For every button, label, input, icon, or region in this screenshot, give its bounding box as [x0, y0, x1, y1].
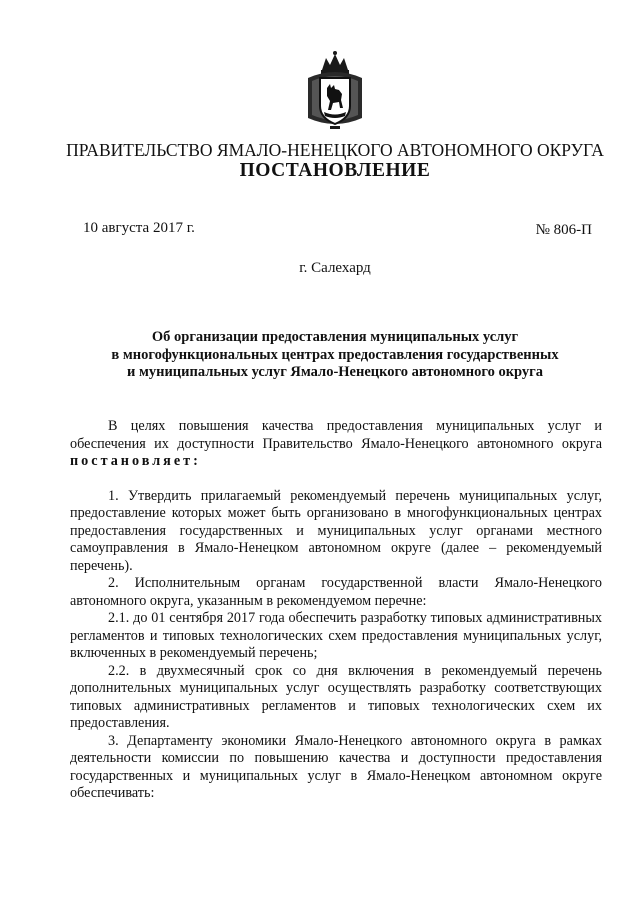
document-city: г. Салехард — [299, 260, 371, 276]
heading-line: Об организации предоставления муниципальных услуг — [151, 329, 519, 345]
paragraph-1: 1. Утвердить прилагаемый рекомендуемый перечень муниципальных услуг, предоставление которых может быть организовано в многофункциональных центрах предоставления государственных и муниципальных услуг органами местного самоуправления в Ямало-Ненецком автономном округе (далее – рекомендуемый перечень). — [70, 487, 602, 574]
document-date: 10 августа 2017 г. — [83, 220, 195, 236]
resolves-word: постановляет: — [70, 453, 201, 469]
heading-line: в многофункциональных центрах предоставления государственных — [111, 346, 559, 363]
preamble-paragraph — [70, 418, 602, 471]
coat-of-arms-icon — [300, 48, 370, 134]
government-title: ПРАВИТЕЛЬСТВО ЯМАЛО-НЕНЕЦКОГО АВТОНОМНОГО ОКРУГА — [66, 140, 604, 160]
paragraph-2-2: 2.2. в двухмесячный срок со дня включения в рекомендуемый перечень дополнительных муниципальных услуг осуществлять разработку соответствующих типовых административных регламентов и типовых технологических схем их предоставления. — [70, 662, 602, 731]
document-type: ПОСТАНОВЛЕНИЕ — [239, 160, 431, 181]
paragraph-2: 2. Исполнительным органам государственной власти Ямало-Ненецкого автономного округа, указанным в рекомендуемом перечне: — [70, 575, 602, 609]
preamble-text: В целях повышения качества предоставления муниципальных услуг и обеспечения их доступности Правительство Ямало-Ненецкого автономного округа — [70, 418, 602, 452]
paragraph-2-1: 2.1. до 01 сентября 2017 года обеспечить разработку типовых административных регламентов и типовых технологических схем предоставления муниципальных услуг, включенных в рекомендуемый перечень; — [70, 610, 602, 661]
heading-line: и муниципальных услуг Ямало-Ненецкого автономного округа — [126, 364, 544, 380]
document-number: № 806-П — [535, 222, 592, 238]
paragraph-3: 3. Департаменту экономики Ямало-Ненецкого автономного округа в рамках деятельности комиссии по повышению качества и доступности предоставления государственных и муниципальных услуг в Ямало-Ненецком автономном округе обеспечивать: — [70, 732, 602, 801]
document-body — [70, 418, 602, 803]
document-heading — [60, 329, 610, 382]
